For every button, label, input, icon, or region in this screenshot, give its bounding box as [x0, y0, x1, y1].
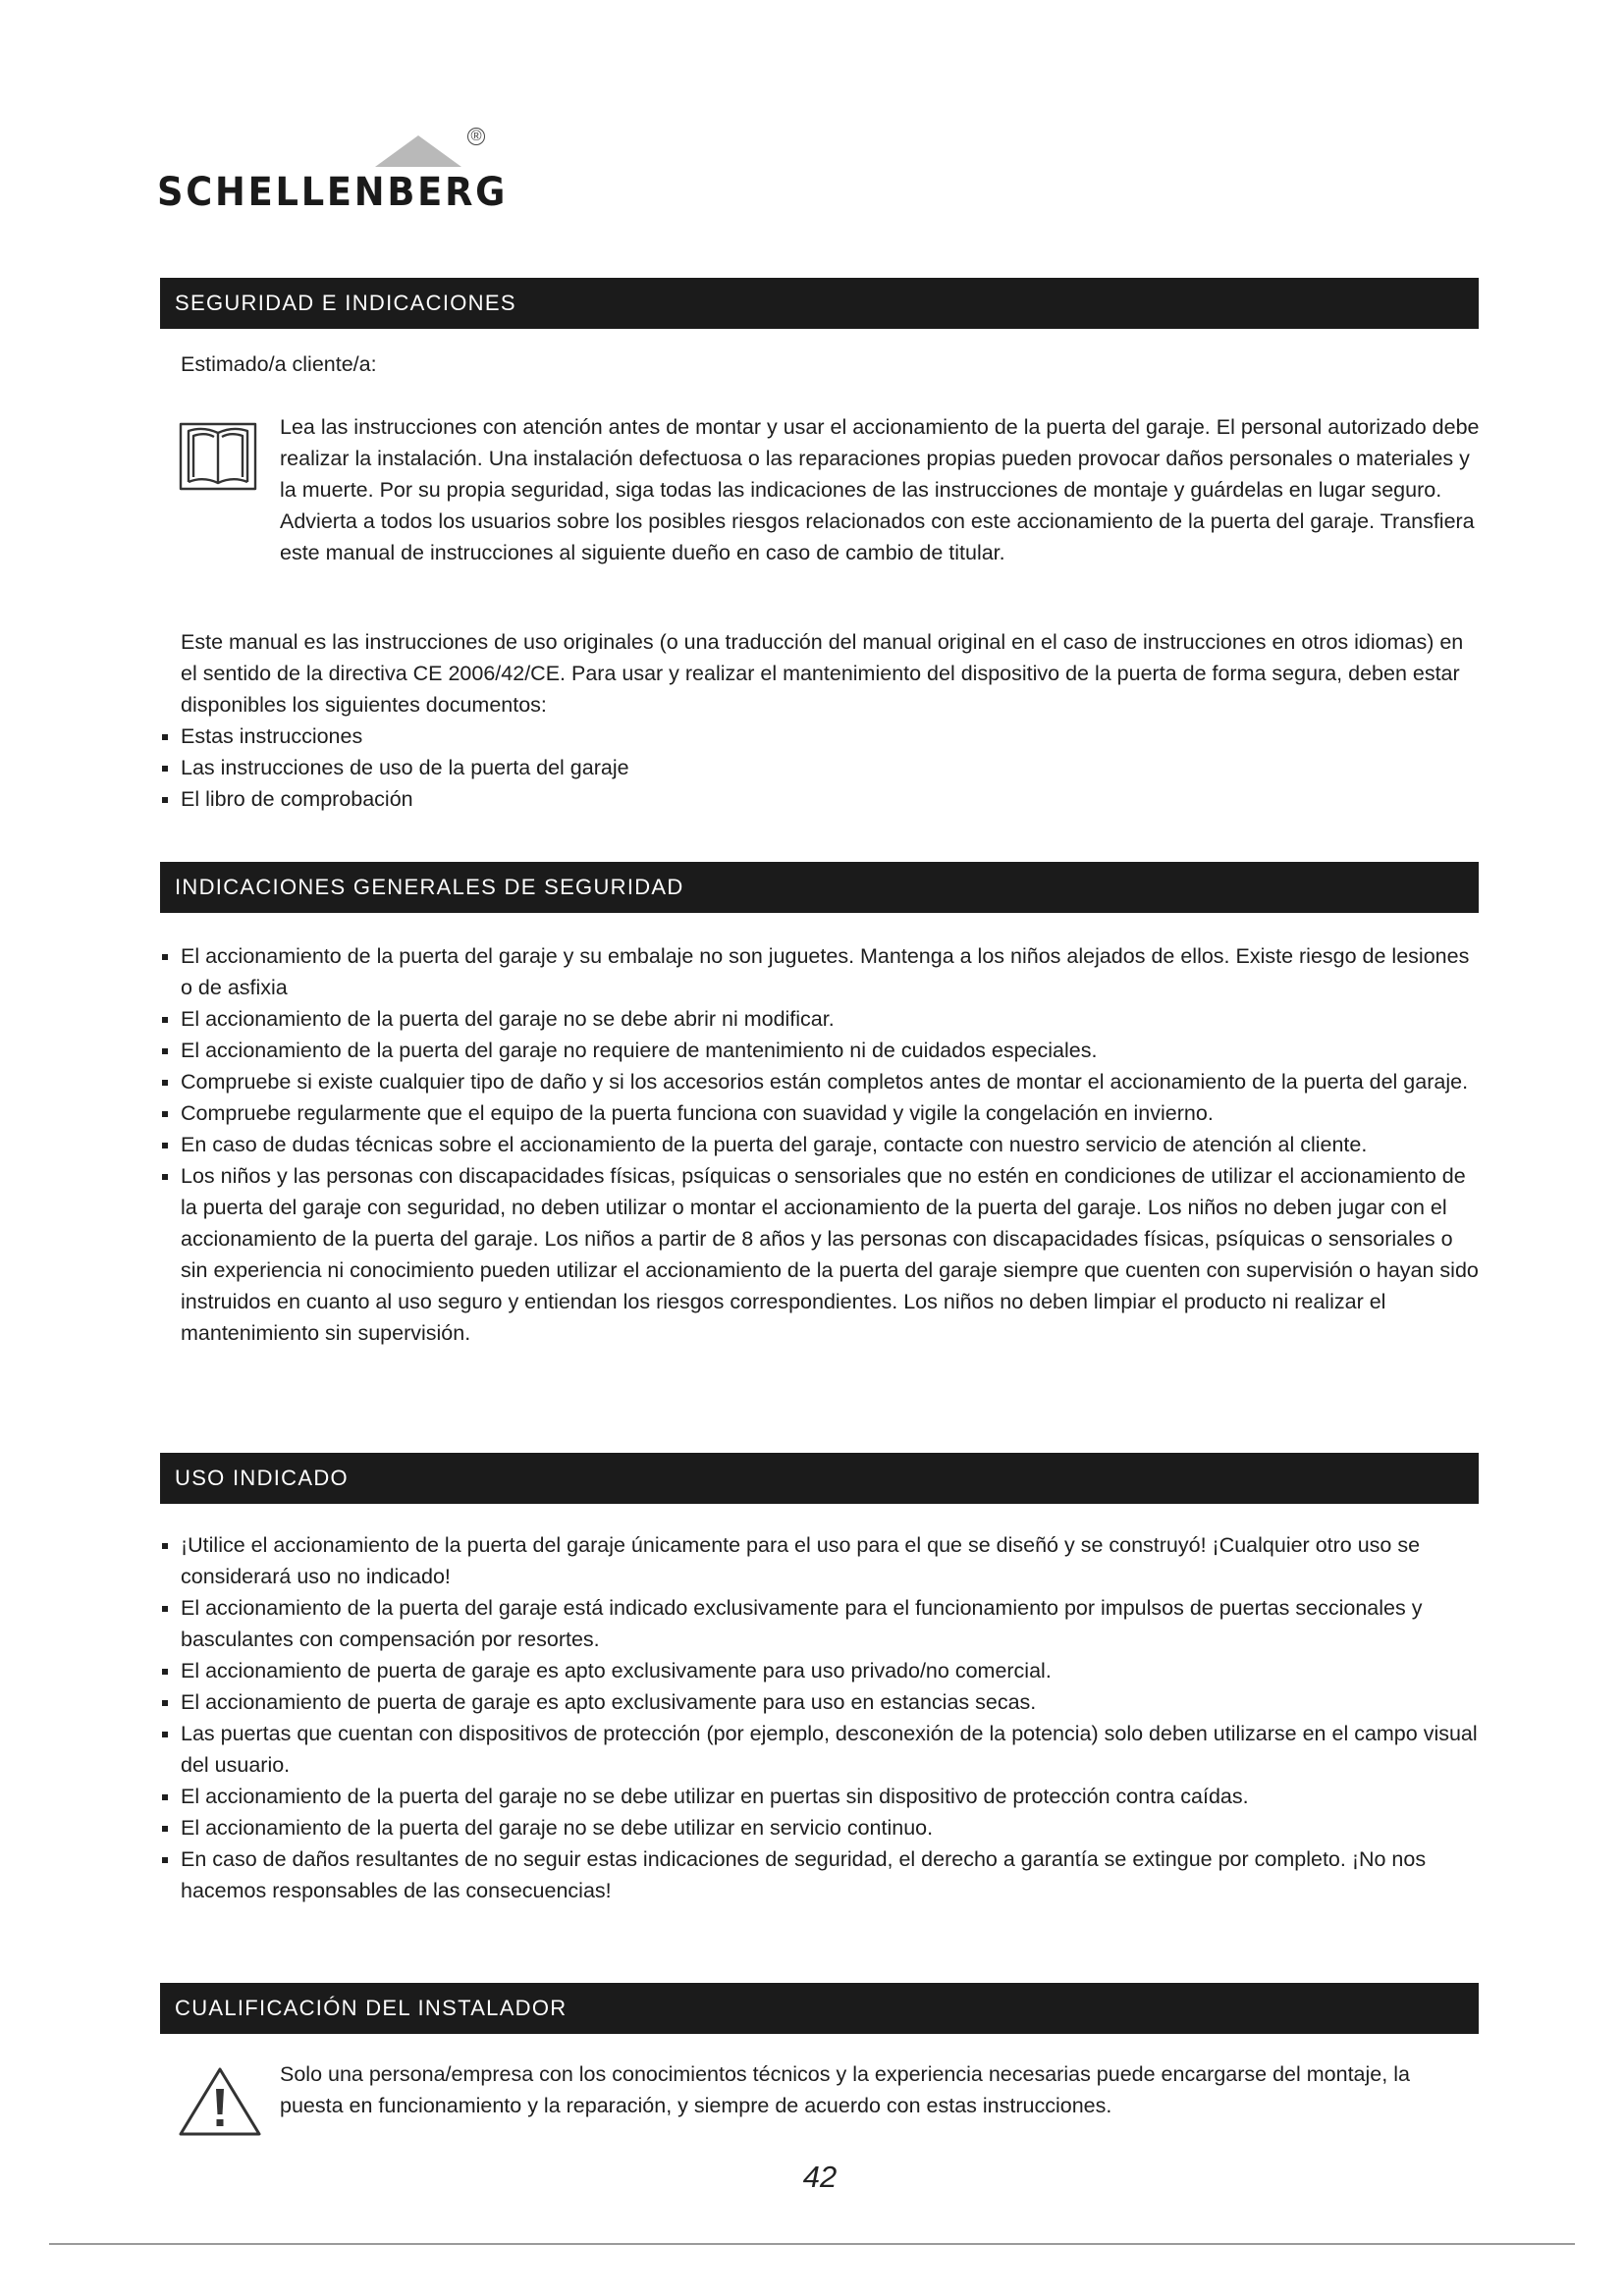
installer-text: Solo una persona/empresa con los conocimientos técnicos y la experiencia necesarias puede encargarse del montaje, la puesta en funcionamiento y la reparación, y siempre de acuerdo con estas instrucciones. [280, 2062, 1410, 2117]
manual-statement: Este manual es las instrucciones de uso originales (o una traducción del manual original en el caso de instrucciones en otros idiomas) en el sentido de la directiva CE 2006/42/CE. Para usar y realizar el mantenimiento del dispositivo de la puerta de forma segura, deben estar disponibles los siguientes documentos: [181, 630, 1464, 717]
footer-rule [49, 2243, 1575, 2245]
list-item: El accionamiento de la puerta del garaje está indicado exclusivamente para el funcionamiento por impulsos de puertas seccionales y basculantes con compensación por resortes. [162, 1592, 1483, 1655]
list-item: En caso de dudas técnicas sobre el accionamiento de la puerta del garaje, contacte con nuestro servicio de atención al cliente. [162, 1129, 1483, 1160]
list-item: Las puertas que cuentan con dispositivos de protección (por ejemplo, desconexión de la potencia) solo deben utilizarse en el campo visual del usuario. [162, 1718, 1483, 1781]
open-book-icon [177, 417, 259, 499]
general-safety-list [162, 940, 1483, 1349]
warning-triangle-icon [177, 2063, 263, 2145]
section-header-use: USO INDICADO [160, 1453, 1479, 1504]
list-item: El accionamiento de la puerta del garaje no requiere de mantenimiento ni de cuidados especiales. [162, 1035, 1483, 1066]
brand-name: SCHELLENBERG [157, 170, 509, 215]
section-header-installer: CUALIFICACIÓN DEL INSTALADOR [160, 1983, 1479, 2034]
list-item: El accionamiento de puerta de garaje es apto exclusivamente para uso privado/no comercial. [162, 1655, 1483, 1686]
greeting: Estimado/a cliente/a: [181, 352, 377, 376]
list-item: El accionamiento de la puerta del garaje no se debe abrir ni modificar. [162, 1003, 1483, 1035]
list-item: El accionamiento de la puerta del garaje y su embalaje no son juguetes. Mantenga a los niños alejados de ellos. Existe riesgo de lesiones o de asfixia [162, 940, 1483, 1003]
safety-intro: Lea las instrucciones con atención antes de montar y usar el accionamiento de la puerta del garaje. El personal autorizado debe realizar la instalación. Una instalación defectuosa o las reparaciones propias pueden provocar daños personales o materiales y la muerte. Por su propia seguridad, siga todas las indicaciones de las instrucciones de montaje y guárdelas en lugar seguro. Advierta a todos los usuarios sobre los posibles riesgos relacionados con este accionamiento de la puerta del garaje. Transfiera este manual de instrucciones al siguiente dueño en caso de cambio de titular. [280, 415, 1480, 564]
section-header-safety: SEGURIDAD E INDICACIONES [160, 278, 1479, 329]
list-item: Compruebe regularmente que el equipo de la puerta funciona con suavidad y vigile la congelación en invierno. [162, 1097, 1483, 1129]
brand-logo [157, 128, 509, 226]
list-item: Las instrucciones de uso de la puerta del garaje [162, 752, 1478, 783]
list-item: Estas instrucciones [162, 721, 1478, 752]
registered-mark: ® [467, 128, 485, 145]
page-number: 42 [802, 2160, 838, 2194]
list-item: Los niños y las personas con discapacidades físicas, psíquicas o sensoriales que no estén en condiciones de utilizar el accionamiento de la puerta del garaje con seguridad, no deben utilizar o montar el accionamiento de la puerta del garaje. Los niños no deben jugar con el accionamiento de la puerta del garaje. Los niños a partir de 8 años y las personas con discapacidades físicas, psíquicas o sensoriales o sin experiencia ni conocimiento pueden utilizar el accionamiento de la puerta del garaje siempre que cuenten con supervisión o hayan sido instruidos en cuanto al uso seguro y entiendan los riesgos correspondientes. Los niños no deben limpiar el producto ni realizar el mantenimiento sin supervisión. [162, 1160, 1483, 1349]
roof-logo-icon [373, 128, 463, 171]
list-item: El libro de comprobación [162, 783, 1478, 815]
documents-list [162, 721, 1478, 815]
list-item: El accionamiento de la puerta del garaje no se debe utilizar en servicio continuo. [162, 1812, 1483, 1843]
list-item: El accionamiento de puerta de garaje es apto exclusivamente para uso en estancias secas. [162, 1686, 1483, 1718]
section-header-general: INDICACIONES GENERALES DE SEGURIDAD [160, 862, 1479, 913]
list-item: En caso de daños resultantes de no seguir estas indicaciones de seguridad, el derecho a garantía se extingue por completo. ¡No nos hacemos responsables de las consecuencias! [162, 1843, 1483, 1906]
list-item: El accionamiento de la puerta del garaje no se debe utilizar en puertas sin dispositivo de protección contra caídas. [162, 1781, 1483, 1812]
intended-use-list [162, 1529, 1483, 1906]
list-item: Compruebe si existe cualquier tipo de daño y si los accesorios están completos antes de montar el accionamiento de la puerta del garaje. [162, 1066, 1483, 1097]
list-item: ¡Utilice el accionamiento de la puerta del garaje únicamente para el uso para el que se diseñó y se construyó! ¡Cualquier otro uso se considerará uso no indicado! [162, 1529, 1483, 1592]
